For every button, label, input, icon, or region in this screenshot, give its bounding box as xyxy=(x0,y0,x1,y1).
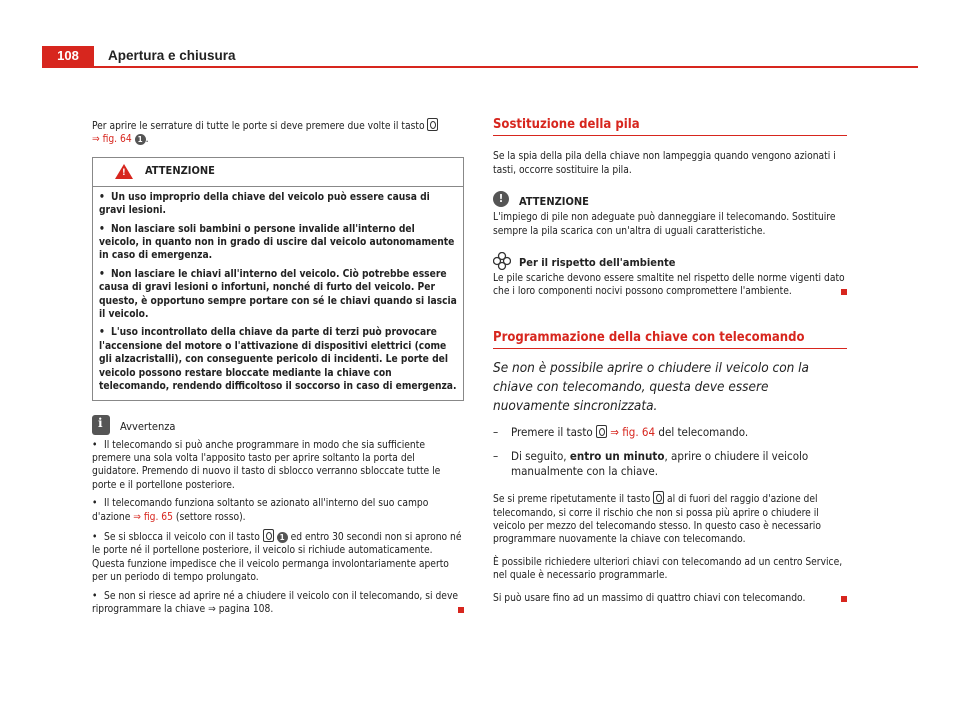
note-item: • Se si sblocca il veicolo con il tasto 1 ed entro 30 secondi non si aprono né le porte né il portellone posteriore, il veicolo si richiude automaticamente. Questa funzione impedisce che il veicolo permanga involontariamente aperto per un periodo di tempo prolungato. xyxy=(92,529,464,585)
attention-title: ATTENZIONE xyxy=(145,163,215,177)
section-end-marker xyxy=(841,289,847,295)
unlock-key-icon xyxy=(427,118,438,131)
programming-lead: Se non è possibile aprire o chiudere il veicolo con la chiave con telecomando, questa deve essere nuovamente sincronizzata. xyxy=(493,360,809,415)
section-end-marker xyxy=(458,607,464,613)
step-1: – Premere il tasto ⇒ fig. 64 del telecomando. xyxy=(493,425,749,440)
fig-64-link[interactable]: ⇒ fig. 64 xyxy=(92,134,132,146)
callout-1: 1 xyxy=(135,134,146,145)
section-title-programming: Programmazione della chiave con telecomando xyxy=(493,331,847,349)
intro-paragraph: Per aprire le serrature di tutte le porte si deve premere due volte il tasto ⇒ fig. 64 1 . xyxy=(92,118,464,147)
attention-item: • Non lasciare le chiavi all'interno del veicolo. Ciò potrebbe essere causa di gravi lesioni o infortuni, nonché di furto del veicolo. Per questo, è opportuno sempre portare con sé le chiavi quando si lascia il veicolo. xyxy=(99,268,457,321)
warning-triangle-icon xyxy=(115,164,133,179)
battery-text: Se la spia della pila della chiave non lampeggia quando vengono azionati i tasti, occorre sostituire la pila. xyxy=(493,151,836,176)
unlock-key-icon xyxy=(263,529,274,542)
note-list xyxy=(92,439,464,617)
step-2: – Di seguito, entro un minuto, aprire o chiudere il veicolo manualmente con la chiave. xyxy=(493,449,809,479)
unlock-key-icon xyxy=(653,491,664,504)
info-icon xyxy=(92,415,110,435)
service-paragraph: È possibile richiedere ulteriori chiavi con telecomando ad un centro Service, nel quale è necessario programmarle. xyxy=(493,556,843,582)
fig-65-link[interactable]: ⇒ fig. 65 xyxy=(133,511,173,523)
programming-paragraph: Se si preme ripetutamente il tasto al di fuori del raggio d'azione del telecomando, si corre il rischio che non si possa più aprire o chiudere il veicolo per mezzo del telecomando stesso. In questo caso è necessario programmare nuovamente la chiave con telecomando. xyxy=(493,491,847,547)
left-column xyxy=(92,118,464,621)
flower-icon xyxy=(493,252,511,270)
attention-header: ! ATTENZIONE xyxy=(493,191,847,211)
page-number: 108 xyxy=(42,46,94,66)
attention-item: • Non lasciare soli bambini o persone invalide all'interno del veicolo, in quanto non in grado di uscire dal veicolo autonomamente in caso di emergenza. xyxy=(99,223,455,262)
fig-64-link[interactable]: ⇒ fig. 64 xyxy=(610,425,656,440)
section-end-marker xyxy=(841,596,847,602)
attention-text: L'impiego di pile non adeguate può danneggiare il telecomando. Sostituire sempre la pila scarica con un'altra di uguali caratteristiche. xyxy=(493,212,836,237)
header-rule xyxy=(42,66,918,68)
attention-item: • L'uso incontrollato della chiave da parte di terzi può provocare l'accensione del motore o l'attivazione di dispositivi elettrici (come gli alzacristalli), con conseguente pericolo di incidenti. Le porte del veicolo possono restare bloccate mediante la chiave con telecomando, rendendo difficoltoso il soccorso in caso di emergenza. xyxy=(99,327,457,393)
section-title-battery: Sostituzione della pila xyxy=(493,118,847,136)
environment-text: Le pile scariche devono essere smaltite nel rispetto delle norme vigenti dato che i loro componenti nocivi possono compromettere l'ambiente. xyxy=(493,272,847,299)
chapter-title: Apertura e chiusura xyxy=(108,48,236,63)
exclamation-icon: ! xyxy=(493,191,509,207)
note-item: • Il telecomando si può anche programmare in modo che sia sufficiente premere una sola volta l'apposito tasto per aprire soltanto la porta del guidatore. Premendo di nuovo il tasto di sblocco verranno sbloccate tutte le porte e il portellone posteriore. xyxy=(92,439,441,491)
note-item: • Il telecomando funziona soltanto se azionato all'interno del suo campo d'azione ⇒ fig. 65 (settore rosso). xyxy=(92,498,429,523)
right-column xyxy=(493,118,847,605)
max-keys-paragraph: Si può usare fino ad un massimo di quattro chiavi con telecomando. xyxy=(493,592,847,605)
environment-header: Per il rispetto dell'ambiente xyxy=(493,252,847,272)
intro-text: Per aprire le serrature di tutte le porte si deve premere due volte il tasto xyxy=(92,121,425,132)
unlock-key-icon xyxy=(596,425,607,438)
attention-item: • Un uso improprio della chiave del veicolo può essere causa di gravi lesioni. xyxy=(99,191,430,217)
callout-1: 1 xyxy=(277,532,288,543)
attention-box xyxy=(92,157,464,401)
note-header xyxy=(92,415,464,437)
note-item: • Se non si riesce ad aprire né a chiudere il veicolo con il telecomando, si deve riprogrammare la chiave ⇒ pagina 108. xyxy=(92,590,464,617)
note-title: Avvertenza xyxy=(120,419,176,433)
